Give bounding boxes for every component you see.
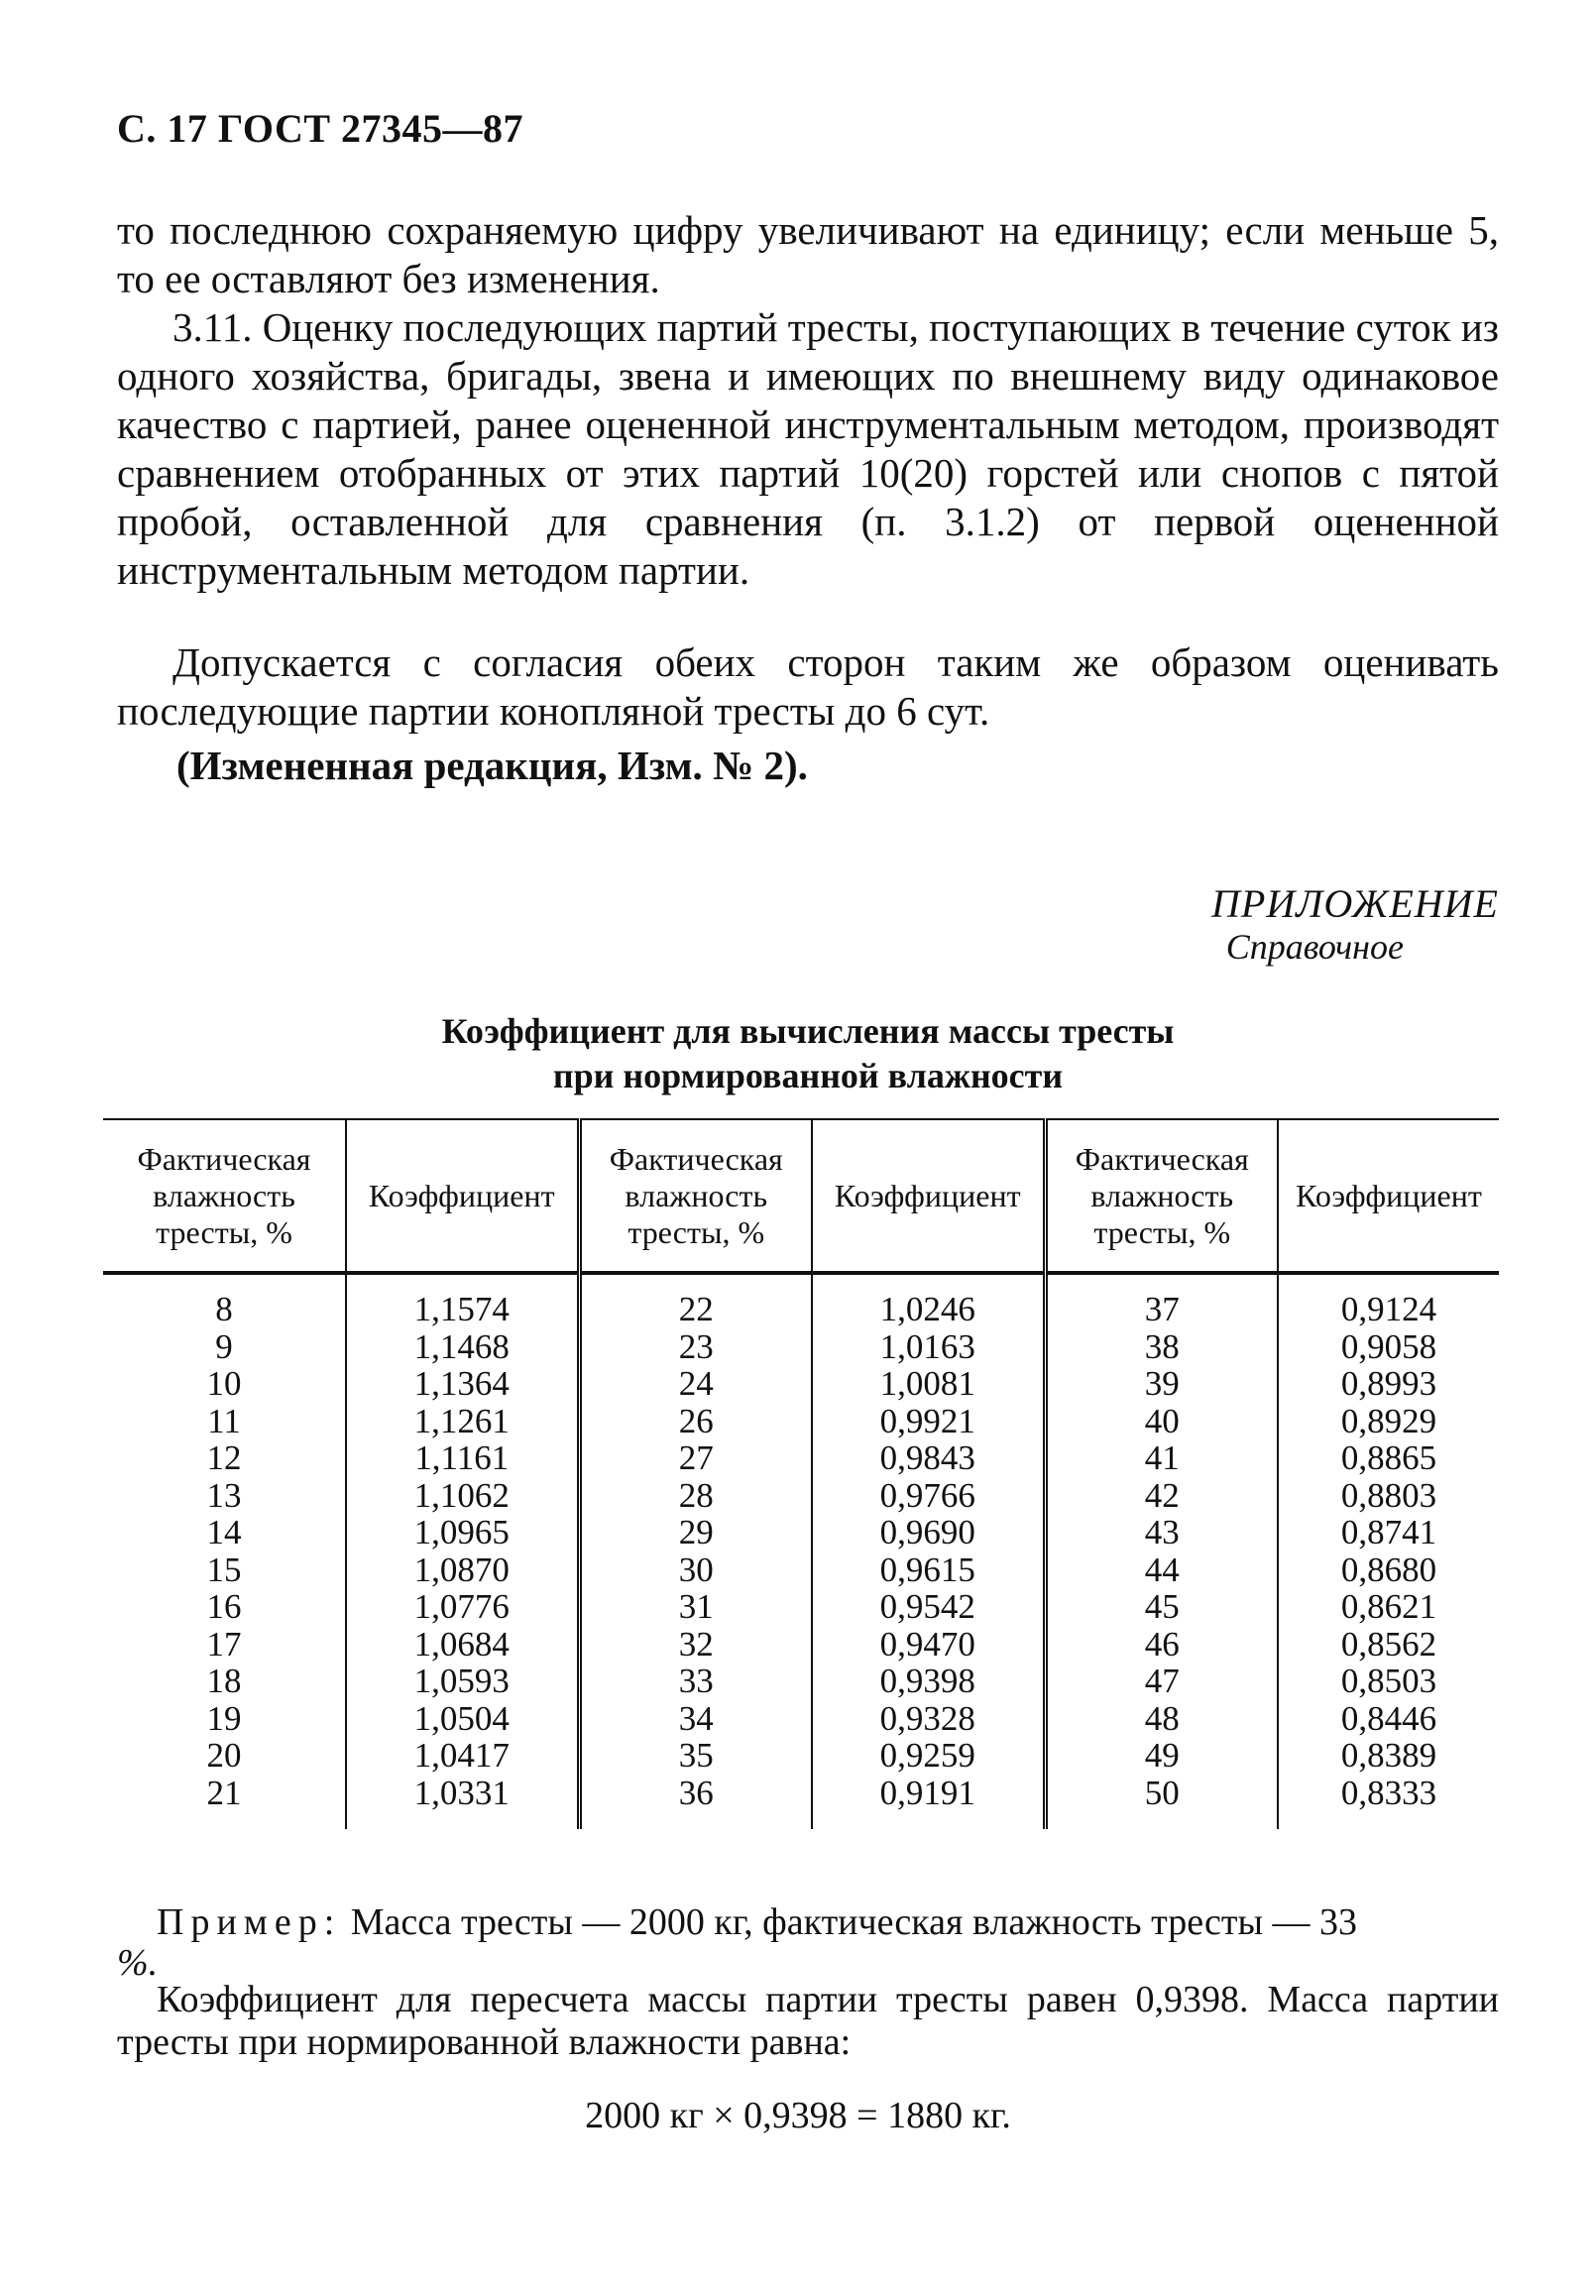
cell-coefficient-2: 0,9470 (812, 1626, 1045, 1664)
coefficient-table (103, 1118, 1499, 1829)
cell-coefficient-2: 0,9690 (812, 1514, 1045, 1551)
cell-moisture-3: 39 (1045, 1365, 1278, 1403)
cell-moisture-3: 46 (1045, 1626, 1278, 1664)
cell-moisture-3: 41 (1045, 1439, 1278, 1477)
cell-coefficient-3: 0,8333 (1340, 1773, 1437, 1812)
cell-coefficient-1: 1,0504 (346, 1700, 579, 1738)
cell-moisture-2: 32 (579, 1626, 812, 1664)
cell-moisture-1: 10 (103, 1365, 346, 1403)
cell-coefficient-1: 1,0593 (346, 1663, 579, 1700)
cell-coefficient-2: 0,9921 (812, 1403, 1045, 1440)
cell-moisture-1: 13 (103, 1477, 346, 1515)
cell-coefficient-1: 1,1261 (346, 1403, 579, 1440)
cell-coefficient-3: 0,8741 (1340, 1513, 1437, 1551)
header-moisture-2: Фактическая влажность тресты, % (579, 1119, 812, 1273)
example-label: Пример: (157, 1901, 342, 1943)
cell-moisture-2: 24 (579, 1365, 812, 1403)
appendix-title: ПРИЛОЖЕНИЕ (1211, 881, 1499, 926)
cell-coefficient-2: 0,9843 (812, 1439, 1045, 1477)
cell-coefficient-2: 0,9328 (812, 1700, 1045, 1738)
paragraph-rounding: то последнюю сохраняемую цифру увеличивают на единицу; если меньше 5, то ее оставляют без изменения. (117, 207, 1499, 301)
cell-coefficient-1: 1,1364 (346, 1365, 579, 1403)
cell-moisture-2: 33 (579, 1663, 812, 1700)
header-moisture-3: Фактическая влажность тресты, % (1045, 1119, 1278, 1273)
cell-moisture-1: 17 (103, 1626, 346, 1664)
table-caption-line-1: Коэффициент для вычисления массы тресты (441, 1011, 1175, 1051)
cell-moisture-1: 19 (103, 1700, 346, 1738)
cell-moisture-1: 8 (103, 1273, 346, 1328)
cell-moisture-3: 47 (1045, 1663, 1278, 1700)
cell-coefficient-3: 0,8446 (1340, 1698, 1437, 1738)
cell-moisture-2: 27 (579, 1439, 812, 1477)
cell-coefficient-1: 1,1574 (346, 1273, 579, 1328)
cell-moisture-1: 14 (103, 1514, 346, 1551)
cell-coefficient-2: 0,9766 (812, 1477, 1045, 1515)
table-header-row (103, 1119, 1499, 1273)
cell-coefficient-1: 1,1062 (346, 1477, 579, 1515)
cell-coefficient-3: 0,8503 (1340, 1662, 1437, 1700)
cell-coefficient-3: 0,8803 (1340, 1475, 1437, 1515)
cell-moisture-1: 15 (103, 1551, 346, 1589)
table-caption (117, 1009, 1499, 1098)
example-formula: 2000 кг × 0,9398 = 1880 кг. (585, 2095, 1011, 2136)
cell-moisture-3: 38 (1045, 1328, 1278, 1366)
cell-coefficient-2: 1,0163 (812, 1328, 1045, 1366)
cell-moisture-2: 26 (579, 1403, 812, 1440)
cell-moisture-1: 11 (103, 1403, 346, 1440)
cell-coefficient-3: 0,8865 (1340, 1438, 1437, 1477)
cell-coefficient-1: 1,1468 (346, 1328, 579, 1366)
table-row (103, 1365, 1499, 1403)
cell-coefficient-1: 1,0965 (346, 1514, 579, 1551)
cell-coefficient-2: 1,0081 (812, 1365, 1045, 1403)
cell-moisture-3: 43 (1045, 1514, 1278, 1551)
cell-coefficient-2: 0,9542 (812, 1588, 1045, 1626)
table-row (103, 1514, 1499, 1551)
cell-moisture-2: 30 (579, 1551, 812, 1589)
cell-moisture-3: 50 (1045, 1775, 1278, 1830)
cell-coefficient-2: 1,0246 (812, 1273, 1045, 1328)
paragraph-3-11: 3.11. Оценку последующих партий тресты, поступающих в течение суток из одного хозяйства, бригады, звена и имеющих по внешнему виду одинаковое качество с партией, ранее оцененной инструментальным методом, производят сравнением отобранных от этих партий 10(20) горстей или снопов с пятой пробой, оставленной для сравнения (п. 3.1.2) от первой оцененной инструментальным методом партии. (117, 304, 1499, 593)
paragraph-amendment-note: (Измененная редакция, Изм. № 2). (176, 743, 808, 788)
cell-moisture-3: 44 (1045, 1551, 1278, 1589)
cell-coefficient-3: 0,8929 (1340, 1401, 1437, 1440)
table-caption-line-2: при нормированной влажности (552, 1056, 1064, 1095)
cell-moisture-2: 23 (579, 1328, 812, 1366)
example-line-1 (157, 1900, 1357, 1944)
cell-moisture-2: 35 (579, 1737, 812, 1775)
cell-coefficient-2: 0,9398 (812, 1663, 1045, 1700)
cell-moisture-2: 28 (579, 1477, 812, 1515)
cell-moisture-1: 16 (103, 1588, 346, 1626)
cell-coefficient-1: 1,0870 (346, 1551, 579, 1589)
table-row (103, 1403, 1499, 1440)
table-row (103, 1328, 1499, 1366)
table-row (103, 1663, 1499, 1700)
table-row (103, 1439, 1499, 1477)
example-text-1: Масса тресты — 2000 кг, фактическая влажность тресты — 33 (350, 1901, 1358, 1943)
cell-coefficient-3: 0,8562 (1340, 1624, 1437, 1664)
cell-coefficient-3: 0,9124 (1340, 1290, 1437, 1328)
table-row (103, 1588, 1499, 1626)
cell-moisture-3: 45 (1045, 1588, 1278, 1626)
cell-coefficient-2: 0,9615 (812, 1551, 1045, 1589)
example-line-2: Коэффициент для пересчета массы партии тресты равен 0,9398. Масса партии тресты при нормированной влажности равна: (117, 1979, 1499, 2063)
cell-moisture-2: 36 (579, 1775, 812, 1830)
cell-moisture-2: 29 (579, 1514, 812, 1551)
cell-moisture-3: 42 (1045, 1477, 1278, 1515)
cell-moisture-3: 49 (1045, 1737, 1278, 1775)
cell-moisture-2: 34 (579, 1700, 812, 1738)
cell-coefficient-3: 0,8389 (1340, 1736, 1437, 1775)
cell-coefficient-1: 1,0331 (346, 1775, 579, 1830)
cell-coefficient-2: 0,9191 (812, 1775, 1045, 1830)
table-row (103, 1700, 1499, 1738)
cell-coefficient-3: 0,9058 (1340, 1326, 1437, 1366)
cell-coefficient-1: 1,0417 (346, 1737, 579, 1775)
cell-moisture-3: 37 (1045, 1273, 1278, 1328)
cell-moisture-1: 21 (103, 1775, 346, 1830)
page-header: С. 17 ГОСТ 27345—87 (117, 106, 524, 151)
cell-moisture-2: 31 (579, 1588, 812, 1626)
table-row (103, 1273, 1499, 1328)
table-row (103, 1551, 1499, 1589)
table-row (103, 1626, 1499, 1664)
cell-moisture-1: 20 (103, 1737, 346, 1775)
cell-moisture-1: 12 (103, 1439, 346, 1477)
cell-moisture-3: 40 (1045, 1403, 1278, 1440)
header-moisture-1: Фактическая влажность тресты, % (103, 1119, 346, 1273)
cell-moisture-3: 48 (1045, 1700, 1278, 1738)
table-row (103, 1737, 1499, 1775)
cell-coefficient-2: 0,9259 (812, 1737, 1045, 1775)
cell-coefficient-1: 1,0776 (346, 1588, 579, 1626)
header-coefficient-3: Коэффициент (1278, 1119, 1499, 1273)
header-coefficient-1: Коэффициент (346, 1119, 579, 1273)
example-line-1-tail: %. (117, 1942, 159, 1984)
table-row (103, 1775, 1499, 1830)
cell-coefficient-3: 0,8993 (1340, 1364, 1437, 1403)
paragraph-permission: Допускается с согласия обеих сторон таким же образом оценивать последующие партии конопляной тресты до 6 сут. (117, 639, 1499, 734)
cell-coefficient-1: 1,0684 (346, 1626, 579, 1664)
cell-moisture-2: 22 (579, 1273, 812, 1328)
cell-coefficient-3: 0,8680 (1340, 1550, 1437, 1589)
cell-moisture-1: 9 (103, 1328, 346, 1366)
cell-coefficient-1: 1,1161 (346, 1439, 579, 1477)
table-row (103, 1477, 1499, 1515)
cell-coefficient-3: 0,8621 (1340, 1587, 1437, 1626)
appendix-subtitle: Справочное (1225, 927, 1404, 967)
header-coefficient-2: Коэффициент (812, 1119, 1045, 1273)
cell-moisture-1: 18 (103, 1663, 346, 1700)
